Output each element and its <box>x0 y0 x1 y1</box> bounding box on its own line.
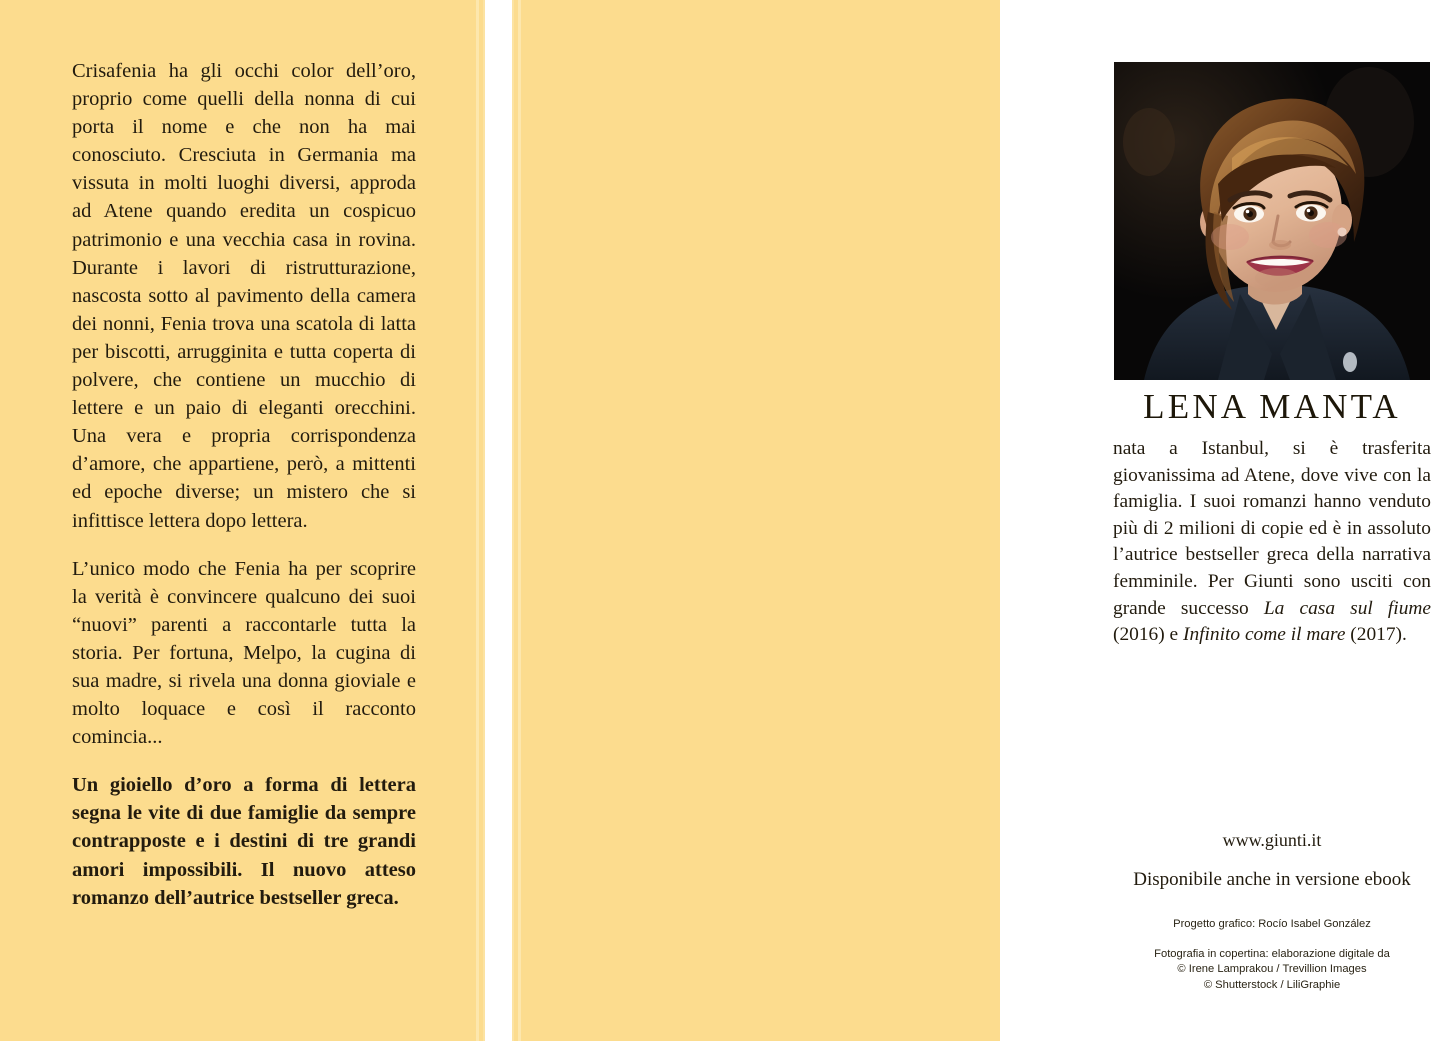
author-flap-panel <box>512 0 1431 1041</box>
author-photo <box>1114 62 1430 380</box>
author-bio-part3: (2017). <box>1345 624 1407 646</box>
book-title-2: Infinito come il mare <box>1183 624 1346 646</box>
blurb-paragraph-1: Crisafenia ha gli occhi color dell’oro, proprio come quelli della nonna di cui porta il nome e che non ha mai conosciuto. Cresciuta in Germania ma vissuta in molti luoghi diversi, approda ad Atene quando eredita un cospicuo patrimonio e una vecchia casa in rovina. Durante i lavori di ristrutturazione, nascosta sotto al pavimento della camera dei nonni, Fenia trova una scatola di latta per biscotti, arrugginita e tutta coperta di polvere, che contiene un mucchio di lettere e un paio di eleganti orecchini. Una vera e propria corrispondenza d’amore, che appartiene, però, a mittenti ed epoche diverse; un mistero che si infittisce lettera dopo lettera. <box>72 60 416 532</box>
credit-design: Progetto grafico: Rocío Isabel González <box>1173 918 1371 930</box>
author-bio-part2: (2016) e <box>1113 624 1183 646</box>
credit-photo-line-3: © Shutterstock / LiliGraphie <box>1203 978 1341 991</box>
blurb-highlight-paragraph: Un gioiello d’oro a forma di lettera segna le vite di due famiglie da sempre contrapposte e i destini di tre grandi amori impossibili. Il nuovo atteso romanzo dell’autrice bestseller greca. <box>72 774 416 909</box>
author-bio <box>1113 436 1431 649</box>
fold-strip <box>518 0 521 1041</box>
book-title-1: La casa sul fiume <box>1263 597 1431 619</box>
fold-strip <box>476 0 479 1041</box>
ebook-availability-note: Disponibile anche in versione ebook <box>1133 869 1411 890</box>
publisher-website[interactable]: www.giunti.it <box>1222 830 1322 850</box>
blurb-paragraph-2: L’unico modo che Fenia ha per scoprire la verità è convincere qualcuno dei suoi “nuovi” parenti a raccontarle tutta la storia. Per fortuna, Melpo, la cugina di sua madre, si rivela una donna gioviale e molto loquace e così il racconto comincia... <box>72 557 416 749</box>
credit-photo-line-2: © Irene Lamprakou / Trevillion Images <box>1177 963 1367 976</box>
author-bio-part1: nata a Istanbul, si è trasferita giovanissima ad Atene, dove vive con la famiglia. I suoi romanzi hanno venduto più di 2 milioni di copie ed è in assoluto l’autrice bestseller greca della narrativa femminile. Per Giunti sono usciti con grande successo <box>1113 438 1431 619</box>
credit-photo-line-1: Fotografia in copertina: elaborazione digitale da <box>1154 947 1390 960</box>
back-cover-panel <box>0 0 485 1041</box>
fold-strip <box>483 0 485 1041</box>
credits-spacer <box>1093 933 1451 947</box>
author-name: LENA MANTA <box>1143 387 1401 426</box>
back-cover-blurb <box>72 57 416 912</box>
fold-strip <box>512 0 514 1041</box>
credits-block <box>1093 917 1451 993</box>
